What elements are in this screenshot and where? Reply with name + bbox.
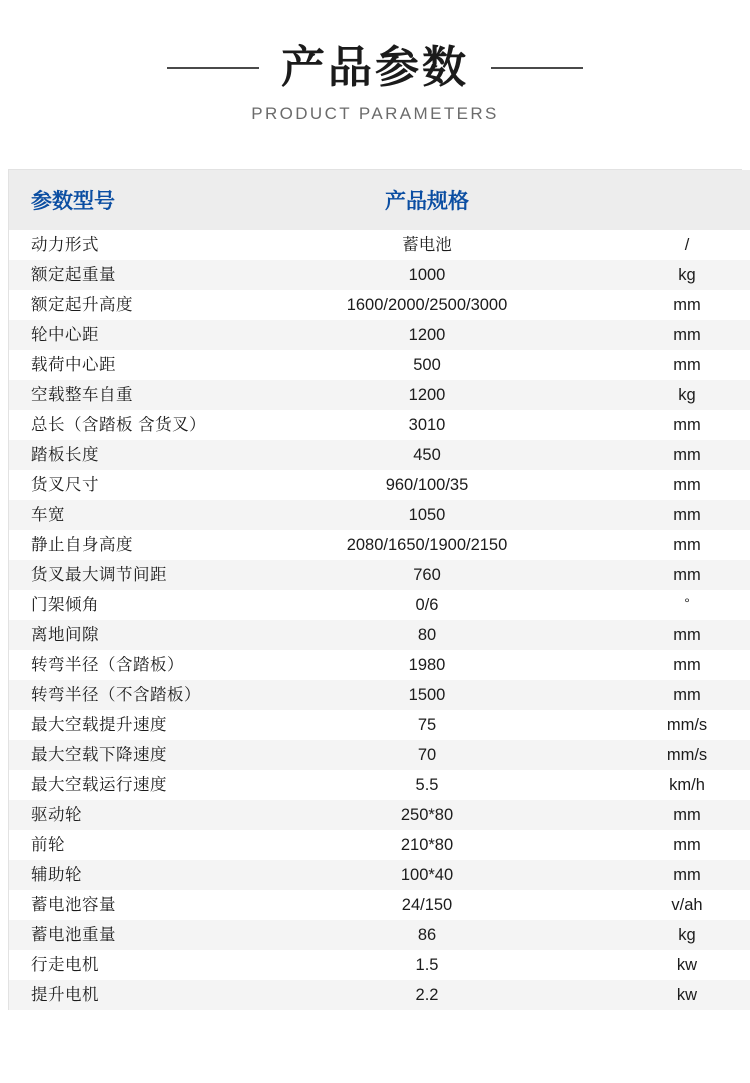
cell-parameter-unit: mm/s xyxy=(601,710,750,740)
cell-parameter-value: 1050 xyxy=(253,500,601,530)
cell-parameter-name: 最大空载运行速度 xyxy=(9,770,253,800)
cell-parameter-value: 80 xyxy=(253,620,601,650)
title-rule-right xyxy=(491,67,583,69)
spec-table xyxy=(9,170,750,1010)
cell-parameter-value: 70 xyxy=(253,740,601,770)
table-row xyxy=(9,980,750,1010)
table-row xyxy=(9,440,750,470)
table-row xyxy=(9,890,750,920)
column-header-name: 参数型号 xyxy=(9,170,253,230)
column-header-value: 产品规格 xyxy=(253,170,601,230)
cell-parameter-unit: mm xyxy=(601,440,750,470)
cell-parameter-unit: mm xyxy=(601,410,750,440)
table-row xyxy=(9,920,750,950)
table-row xyxy=(9,320,750,350)
cell-parameter-name: 静止自身高度 xyxy=(9,530,253,560)
cell-parameter-name: 额定起重量 xyxy=(9,260,253,290)
table-row xyxy=(9,590,750,620)
cell-parameter-name: 轮中心距 xyxy=(9,320,253,350)
cell-parameter-name: 转弯半径（不含踏板） xyxy=(9,680,253,710)
cell-parameter-unit: mm xyxy=(601,620,750,650)
cell-parameter-unit: kw xyxy=(601,980,750,1010)
cell-parameter-value: 75 xyxy=(253,710,601,740)
cell-parameter-name: 车宽 xyxy=(9,500,253,530)
cell-parameter-unit: mm xyxy=(601,830,750,860)
table-row xyxy=(9,560,750,590)
table-row xyxy=(9,470,750,500)
page-header xyxy=(0,0,750,124)
cell-parameter-name: 驱动轮 xyxy=(9,800,253,830)
cell-parameter-value: 500 xyxy=(253,350,601,380)
cell-parameter-value: 250*80 xyxy=(253,800,601,830)
table-row xyxy=(9,740,750,770)
cell-parameter-value: 960/100/35 xyxy=(253,470,601,500)
cell-parameter-value: 1.5 xyxy=(253,950,601,980)
column-header-unit xyxy=(601,170,750,230)
cell-parameter-value: 24/150 xyxy=(253,890,601,920)
cell-parameter-unit: mm xyxy=(601,320,750,350)
cell-parameter-unit: km/h xyxy=(601,770,750,800)
cell-parameter-unit: mm xyxy=(601,680,750,710)
cell-parameter-name: 前轮 xyxy=(9,830,253,860)
cell-parameter-unit: mm xyxy=(601,560,750,590)
cell-parameter-name: 蓄电池重量 xyxy=(9,920,253,950)
cell-parameter-unit: mm xyxy=(601,290,750,320)
cell-parameter-name: 转弯半径（含踏板） xyxy=(9,650,253,680)
cell-parameter-value: 1500 xyxy=(253,680,601,710)
cell-parameter-unit: ° xyxy=(601,590,750,620)
table-row xyxy=(9,410,750,440)
cell-parameter-value: 210*80 xyxy=(253,830,601,860)
table-row xyxy=(9,830,750,860)
cell-parameter-value: 1000 xyxy=(253,260,601,290)
table-row xyxy=(9,230,750,260)
cell-parameter-unit: mm xyxy=(601,500,750,530)
cell-parameter-value: 0/6 xyxy=(253,590,601,620)
table-row xyxy=(9,650,750,680)
spec-table-body xyxy=(9,230,750,1010)
cell-parameter-name: 货叉最大调节间距 xyxy=(9,560,253,590)
cell-parameter-name: 门架倾角 xyxy=(9,590,253,620)
title-row xyxy=(0,44,750,92)
table-row xyxy=(9,860,750,890)
cell-parameter-value: 1200 xyxy=(253,380,601,410)
table-row xyxy=(9,530,750,560)
cell-parameter-value: 1600/2000/2500/3000 xyxy=(253,290,601,320)
page-subtitle: PRODUCT PARAMETERS xyxy=(251,104,499,124)
page-title: 产品参数 xyxy=(281,43,469,92)
cell-parameter-name: 辅助轮 xyxy=(9,860,253,890)
table-row xyxy=(9,710,750,740)
cell-parameter-name: 蓄电池容量 xyxy=(9,890,253,920)
table-row xyxy=(9,770,750,800)
cell-parameter-unit: mm xyxy=(601,650,750,680)
cell-parameter-unit: kg xyxy=(601,380,750,410)
cell-parameter-unit: mm xyxy=(601,530,750,560)
cell-parameter-value: 86 xyxy=(253,920,601,950)
cell-parameter-name: 踏板长度 xyxy=(9,440,253,470)
cell-parameter-value: 760 xyxy=(253,560,601,590)
cell-parameter-value: 450 xyxy=(253,440,601,470)
table-row xyxy=(9,620,750,650)
table-row xyxy=(9,350,750,380)
cell-parameter-value: 100*40 xyxy=(253,860,601,890)
cell-parameter-value: 5.5 xyxy=(253,770,601,800)
cell-parameter-name: 总长（含踏板 含货叉） xyxy=(9,410,253,440)
cell-parameter-unit: mm xyxy=(601,470,750,500)
table-row xyxy=(9,290,750,320)
spec-table-container xyxy=(8,169,742,1010)
cell-parameter-value: 2080/1650/1900/2150 xyxy=(253,530,601,560)
cell-parameter-name: 货叉尺寸 xyxy=(9,470,253,500)
table-row xyxy=(9,950,750,980)
cell-parameter-name: 载荷中心距 xyxy=(9,350,253,380)
cell-parameter-value: 2.2 xyxy=(253,980,601,1010)
cell-parameter-unit: mm xyxy=(601,350,750,380)
cell-parameter-name: 动力形式 xyxy=(9,230,253,260)
cell-parameter-name: 最大空载下降速度 xyxy=(9,740,253,770)
cell-parameter-name: 离地间隙 xyxy=(9,620,253,650)
table-row xyxy=(9,500,750,530)
table-row xyxy=(9,680,750,710)
cell-parameter-value: 3010 xyxy=(253,410,601,440)
cell-parameter-unit: mm xyxy=(601,860,750,890)
cell-parameter-value: 蓄电池 xyxy=(253,230,601,260)
table-header-row xyxy=(9,170,750,230)
table-row xyxy=(9,380,750,410)
cell-parameter-unit: kg xyxy=(601,920,750,950)
cell-parameter-unit: mm xyxy=(601,800,750,830)
cell-parameter-name: 最大空载提升速度 xyxy=(9,710,253,740)
spec-table-head xyxy=(9,170,750,230)
table-row xyxy=(9,800,750,830)
cell-parameter-name: 提升电机 xyxy=(9,980,253,1010)
cell-parameter-unit: v/ah xyxy=(601,890,750,920)
cell-parameter-unit: mm/s xyxy=(601,740,750,770)
cell-parameter-name: 空载整车自重 xyxy=(9,380,253,410)
cell-parameter-name: 额定起升高度 xyxy=(9,290,253,320)
cell-parameter-unit: kg xyxy=(601,260,750,290)
cell-parameter-value: 1980 xyxy=(253,650,601,680)
cell-parameter-unit: kw xyxy=(601,950,750,980)
cell-parameter-unit: / xyxy=(601,230,750,260)
table-row xyxy=(9,260,750,290)
title-rule-left xyxy=(167,67,259,69)
cell-parameter-name: 行走电机 xyxy=(9,950,253,980)
cell-parameter-value: 1200 xyxy=(253,320,601,350)
